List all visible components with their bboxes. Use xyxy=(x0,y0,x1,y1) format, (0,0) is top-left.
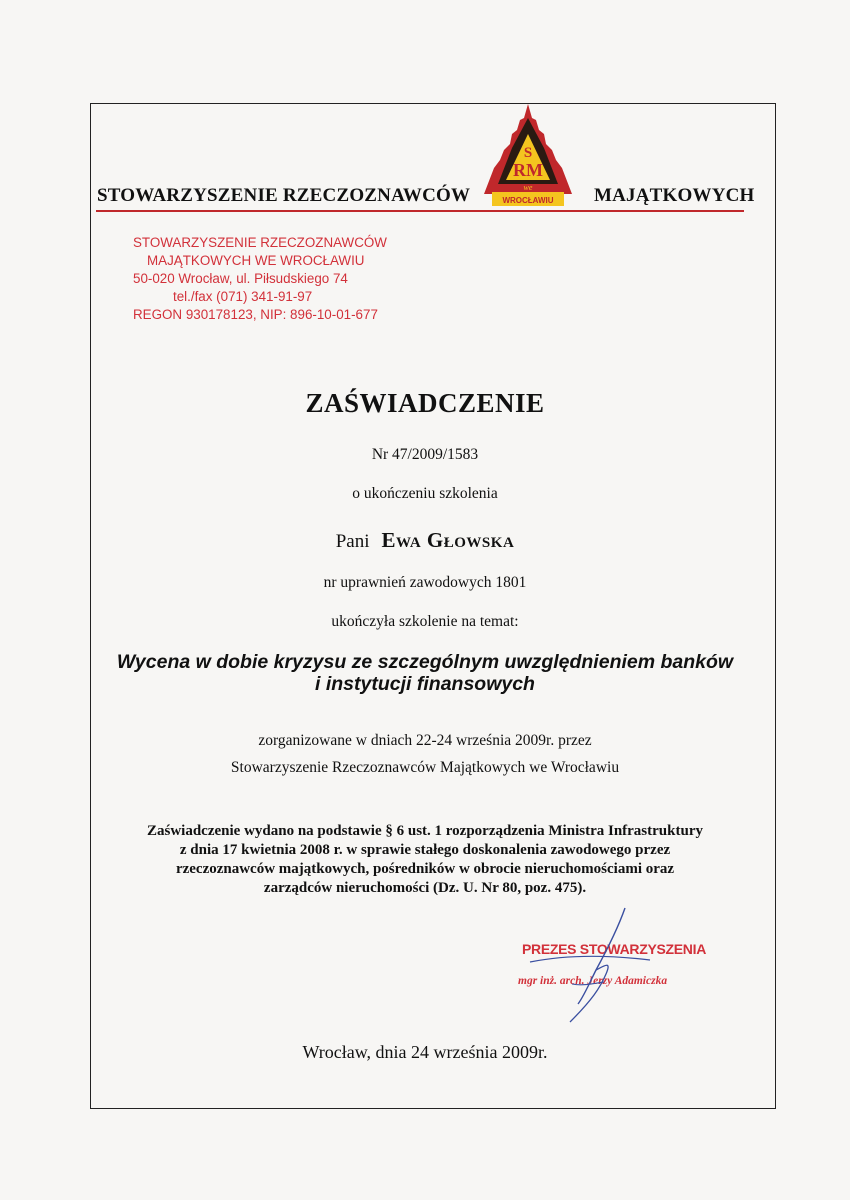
topic-line: i instytucji finansowych xyxy=(315,673,535,695)
stamp-line: MAJĄTKOWYCH WE WROCŁAWIU xyxy=(147,253,365,268)
stamp-line: REGON 930178123, NIP: 896-10-01-677 xyxy=(133,307,378,322)
signature-name: mgr inż. arch. Jerzy Adamiczka xyxy=(518,975,668,987)
recipient-prefix: Pani xyxy=(335,531,370,552)
logo-we: we xyxy=(523,183,533,192)
logo-city: WROCŁAWIU xyxy=(502,196,554,205)
recipient xyxy=(0,528,850,553)
header-title-right: MAJĄTKOWYCH xyxy=(594,185,755,206)
document-title: ZAŚWIADCZENIE xyxy=(305,388,545,418)
completed-text: ukończyła szkolenie na temat: xyxy=(331,613,519,630)
license-number: nr uprawnień zawodowych 1801 xyxy=(323,574,527,591)
srm-logo xyxy=(484,104,572,208)
organizer-name: Stowarzyszenie Rzeczoznawców Majątkowych we Wrocławiu xyxy=(230,759,620,776)
legal-line: Zaświadczenie wydano na podstawie § 6 ust. 1 rozporządzenia Ministra Infrastruktury xyxy=(147,823,703,839)
legal-line: zarządców nieruchomości (Dz. U. Nr 80, poz. 475). xyxy=(263,880,587,896)
handwritten-signature xyxy=(500,900,690,1030)
stamp-line: 50-020 Wrocław, ul. Piłsudskiego 74 xyxy=(133,271,348,286)
signature-title: PREZES STOWARZYSZENIA xyxy=(522,941,707,957)
certificate-subtitle: o ukończeniu szkolenia xyxy=(352,485,498,502)
organization-stamp xyxy=(133,234,387,324)
legal-line: rzeczoznawców majątkowych, pośredników w obrocie nieruchomościami oraz xyxy=(175,861,675,877)
organized-dates: zorganizowane w dniach 22-24 września 2009r. przez xyxy=(258,732,592,749)
logo-letters-rm: RM xyxy=(513,160,543,180)
legal-basis xyxy=(100,822,750,898)
legal-line: z dnia 17 kwietnia 2008 r. w sprawie stałego doskonalenia zawodowego przez xyxy=(179,842,671,858)
training-topic xyxy=(0,651,850,695)
topic-line: Wycena w dobie kryzysu ze szczególnym uwzględnieniem banków xyxy=(116,651,734,673)
recipient-name: Ewa Głowska xyxy=(381,528,515,552)
place-and-date: Wrocław, dnia 24 września 2009r. xyxy=(302,1042,548,1062)
header-title-left: STOWARZYSZENIE RZECZOZNAWCÓW xyxy=(97,185,471,206)
header-divider xyxy=(96,210,744,212)
logo-letter-s: S xyxy=(523,145,533,161)
certificate-number: Nr 47/2009/1583 xyxy=(371,446,479,463)
stamp-line: STOWARZYSZENIE RZECZOZNAWCÓW xyxy=(133,235,387,250)
stamp-line: tel./fax (071) 341-91-97 xyxy=(173,289,313,304)
